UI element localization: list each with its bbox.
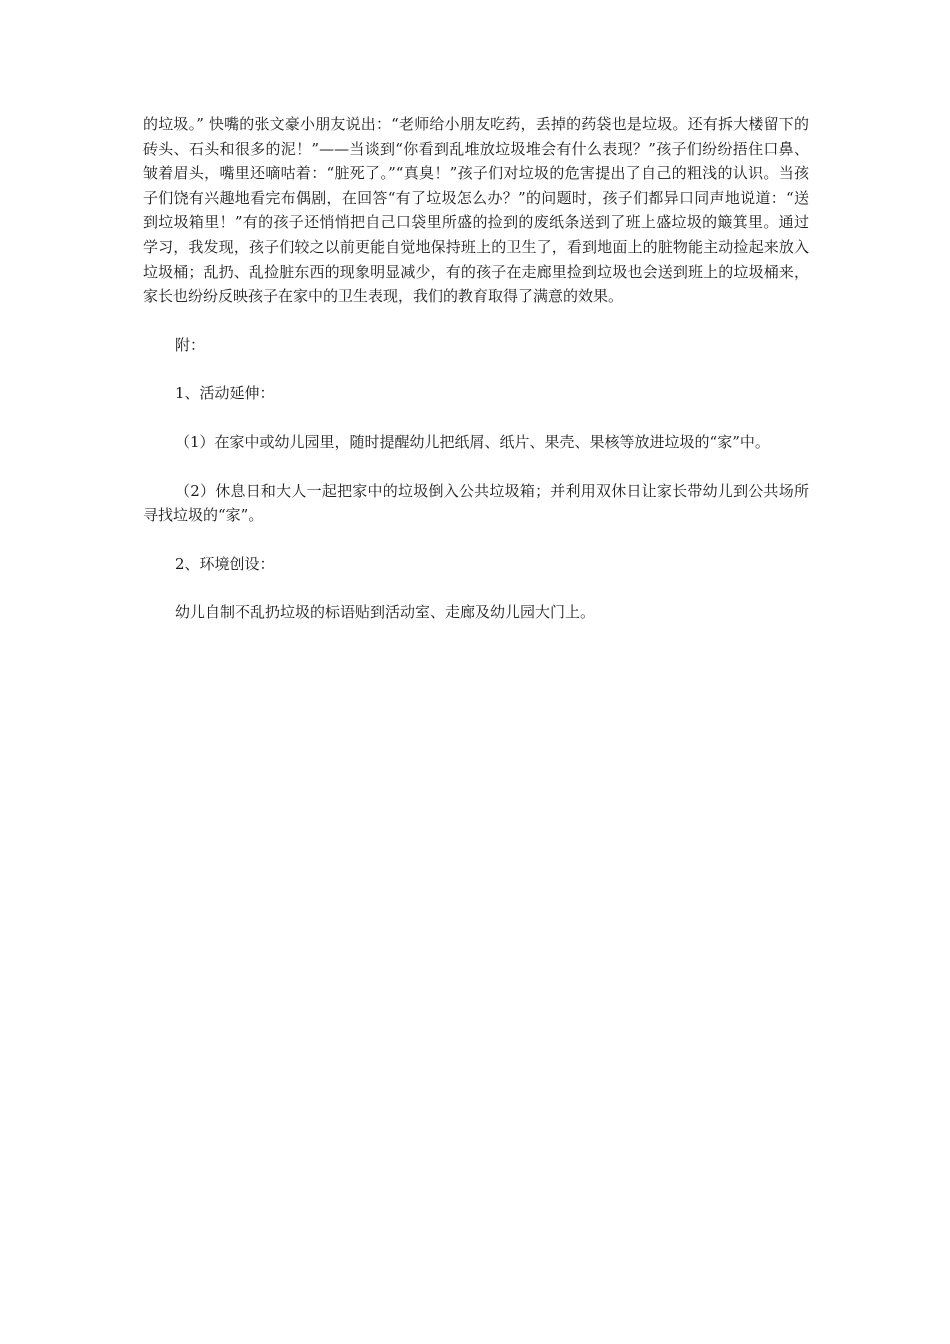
- document-page: [143, 112, 809, 625]
- paragraph-activity-extension-heading: 1、活动延伸：: [175, 384, 275, 403]
- paragraph-environment-item: 幼儿自制不乱扔垃圾的标语贴到活动室、走廊及幼儿园大门上。: [175, 603, 596, 622]
- paragraph-environment-heading: 2、环境创设：: [175, 554, 275, 573]
- paragraph-appendix-heading: 附：: [175, 335, 206, 354]
- paragraph-extension-item-2: （2）休息日和大人一起把家中的垃圾倒入公共垃圾箱；并利用双休日让家长带幼儿到公共场所寻找垃圾的“家”。: [143, 481, 809, 525]
- paragraph-extension-item-1: （1）在家中或幼儿园里，随时提醒幼儿把纸屑、纸片、果壳、果核等放进垃圾的“家”中。: [175, 432, 770, 451]
- paragraph-summary: 的垃圾。” 快嘴的张文豪小朋友说出：“老师给小朋友吃药，丢掉的药袋也是垃圾。还有拆大楼留下的砖头、石头和很多的泥！”——当谈到“你看到乱堆放垃圾堆会有什么表现？”孩子们纷纷捂住口鼻、皱着眉头，嘴里还嘀咕着：“脏死了。”“真臭！”孩子们对垃圾的危害提出了自己的粗浅的认识。当孩子们饶有兴趣地看完布偶剧，在回答“有了垃圾怎么办？”的问题时，孩子们都异口同声地说道：“送到垃圾箱里！”有的孩子还悄悄把自己口袋里所盛的捡到的废纸条送到了班上盛垃圾的簸箕里。通过学习，我发现，孩子们较之以前更能自觉地保持班上的卫生了，看到地面上的脏物能主动捡起来放入垃圾桶；乱扔、乱捡脏东西的现象明显减少，有的孩子在走廊里捡到垃圾也会送到班上的垃圾桶来，家长也纷纷反映孩子在家中的卫生表现，我们的教育取得了满意的效果。: [143, 115, 809, 306]
